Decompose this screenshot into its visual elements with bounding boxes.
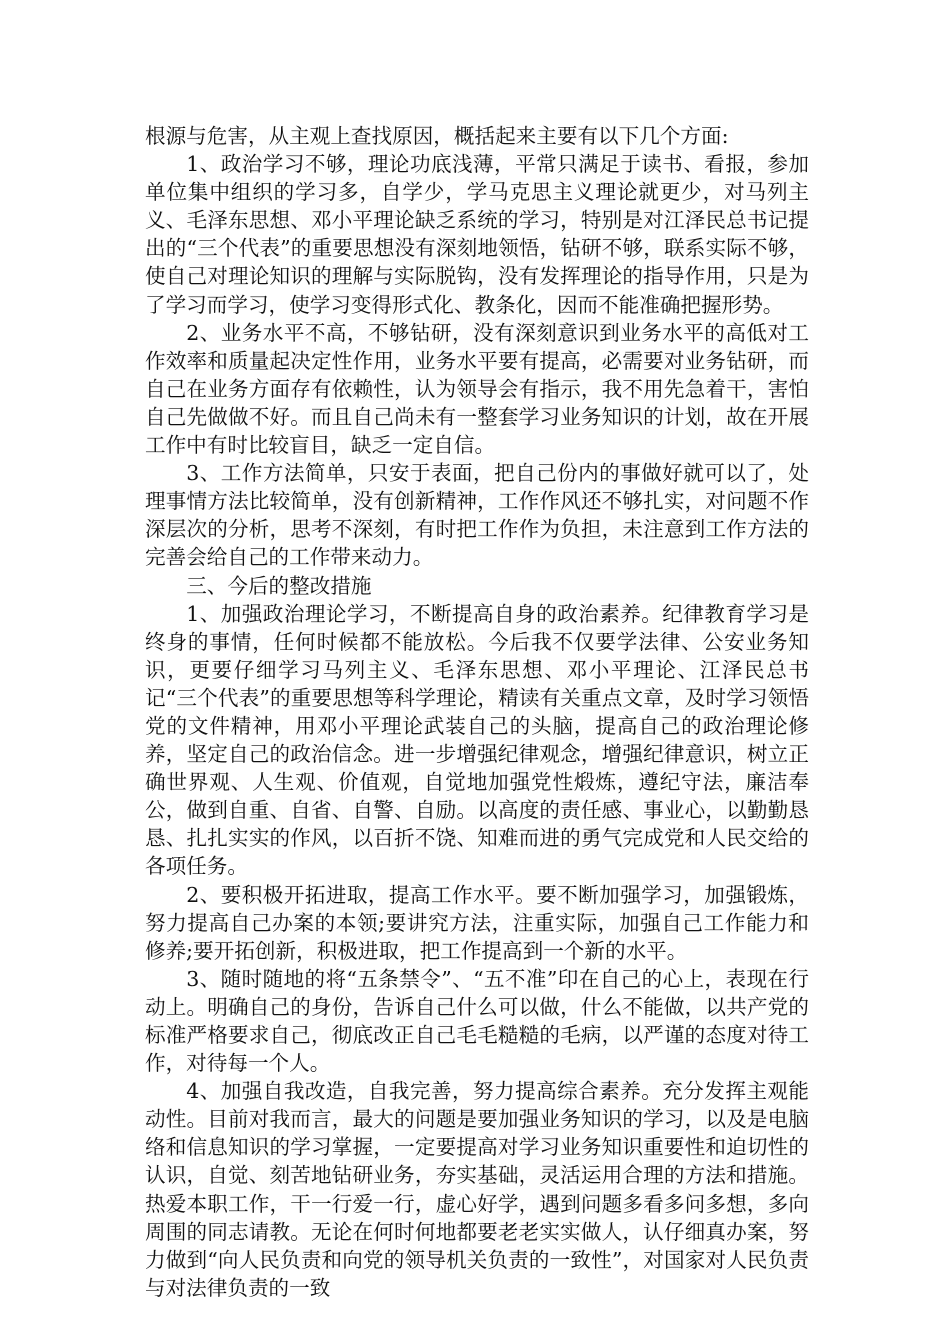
paragraph-problem-3: 3、工作方法简单，只安于表面，把自己份内的事做好就可以了，处理事情方法比较简单，没有创新精神，工作作风还不够扎实，对问题不作深层次的分析，思考不深刻，有时把工作作为负担，未注意到工作方法的完善会给自己的工作带来动力。 xyxy=(145,461,809,570)
document-body xyxy=(145,122,809,1302)
paragraph-measure-2: 2、要积极开拓进取，提高工作水平。要不断加强学习，加强锻炼，努力提高自己办案的本领;要讲究方法，注重实际，加强自己工作能力和修养;要开拓创新，积极进取，把工作提高到一个新的水平。 xyxy=(145,882,809,963)
paragraph-intro: 根源与危害，从主观上查找原因，概括起来主要有以下几个方面: xyxy=(145,124,729,148)
paragraph-measure-3: 3、随时随地的将“五条禁令”、“五不准”印在自己的心上，表现在行动上。明确自己的身份，告诉自己什么可以做，什么不能做，以共产党的标准严格要求自己，彻底改正自己毛毛糙糙的毛病，以严谨的态度对待工作，对待每一个人。 xyxy=(145,966,809,1076)
section-heading-rectification: 三、今后的整改措施 xyxy=(186,573,372,598)
paragraph-problem-2: 2、业务水平不高，不够钻研，没有深刻意识到业务水平的高低对工作效率和质量起决定性作用，业务水平要有提高，必需要对业务钻研，而自己在业务方面存有依赖性，认为领导会有指示，我不用先急着干，害怕自己先做做不好。而且自己尚未有一整套学习业务知识的计划，故在开展工作中有时比较盲目，缺乏一定自信。 xyxy=(145,320,809,458)
paragraph-measure-4: 4、加强自我改造，自我完善，努力提高综合素养。充分发挥主观能动性。目前对我而言，最大的问题是要加强业务知识的学习，以及是电脑络和信息知识的学习掌握，一定要提高对学习业务知识重要性和迫切性的认识，自觉、刻苦地钻研业务，夯实基础，灵活运用合理的方法和措施。热爱本职工作，干一行爱一行，虚心好学，遇到问题多看多问多想，多向周围的同志请教。无论在何时何地都要老老实实做人，认仔细真办案，努力做到“向人民负责和向党的领导机关负责的一致性”，对国家对人民负责与对法律负责的一致 xyxy=(145,1079,809,1300)
paragraph-measure-1: 1、加强政治理论学习，不断提高自身的政治素养。纪律教育学习是终身的事情，任何时候都不能放松。今后我不仅要学法律、公安业务知识，更要仔细学习马列主义、毛泽东思想、邓小平理论、江泽民总书记“三个代表”的重要思想等科学理论，精读有关重点文章，及时学习领悟党的文件精神，用邓小平理论武装自己的头脑，提高自己的政治理论修养，坚定自己的政治信念。进一步增强纪律观念，增强纪律意识，树立正确世界观、人生观、价值观，自觉地加强党性煅炼，遵纪守法，廉洁奉公，做到自重、自省、自警、自励。以高度的责任感、事业心，以勤勤恳恳、扎扎实实的作风，以百折不饶、知难而进的勇气完成党和人民交给的各项任务。 xyxy=(145,601,809,879)
paragraph-problem-1: 1、政治学习不够，理论功底浅薄，平常只满足于读书、看报，参加单位集中组织的学习多，自学少，学马克思主义理论就更少，对马列主义、毛泽东思想、邓小平理论缺乏系统的学习，特别是对江泽民总书记提出的“三个代表”的重要思想没有深刻地领悟，钻研不够，联系实际不够，使自己对理论知识的理解与实际脱钩，没有发挥理论的指导作用，只是为了学习而学习，使学习变得形式化、教条化，因而不能准确把握形势。 xyxy=(145,152,809,317)
